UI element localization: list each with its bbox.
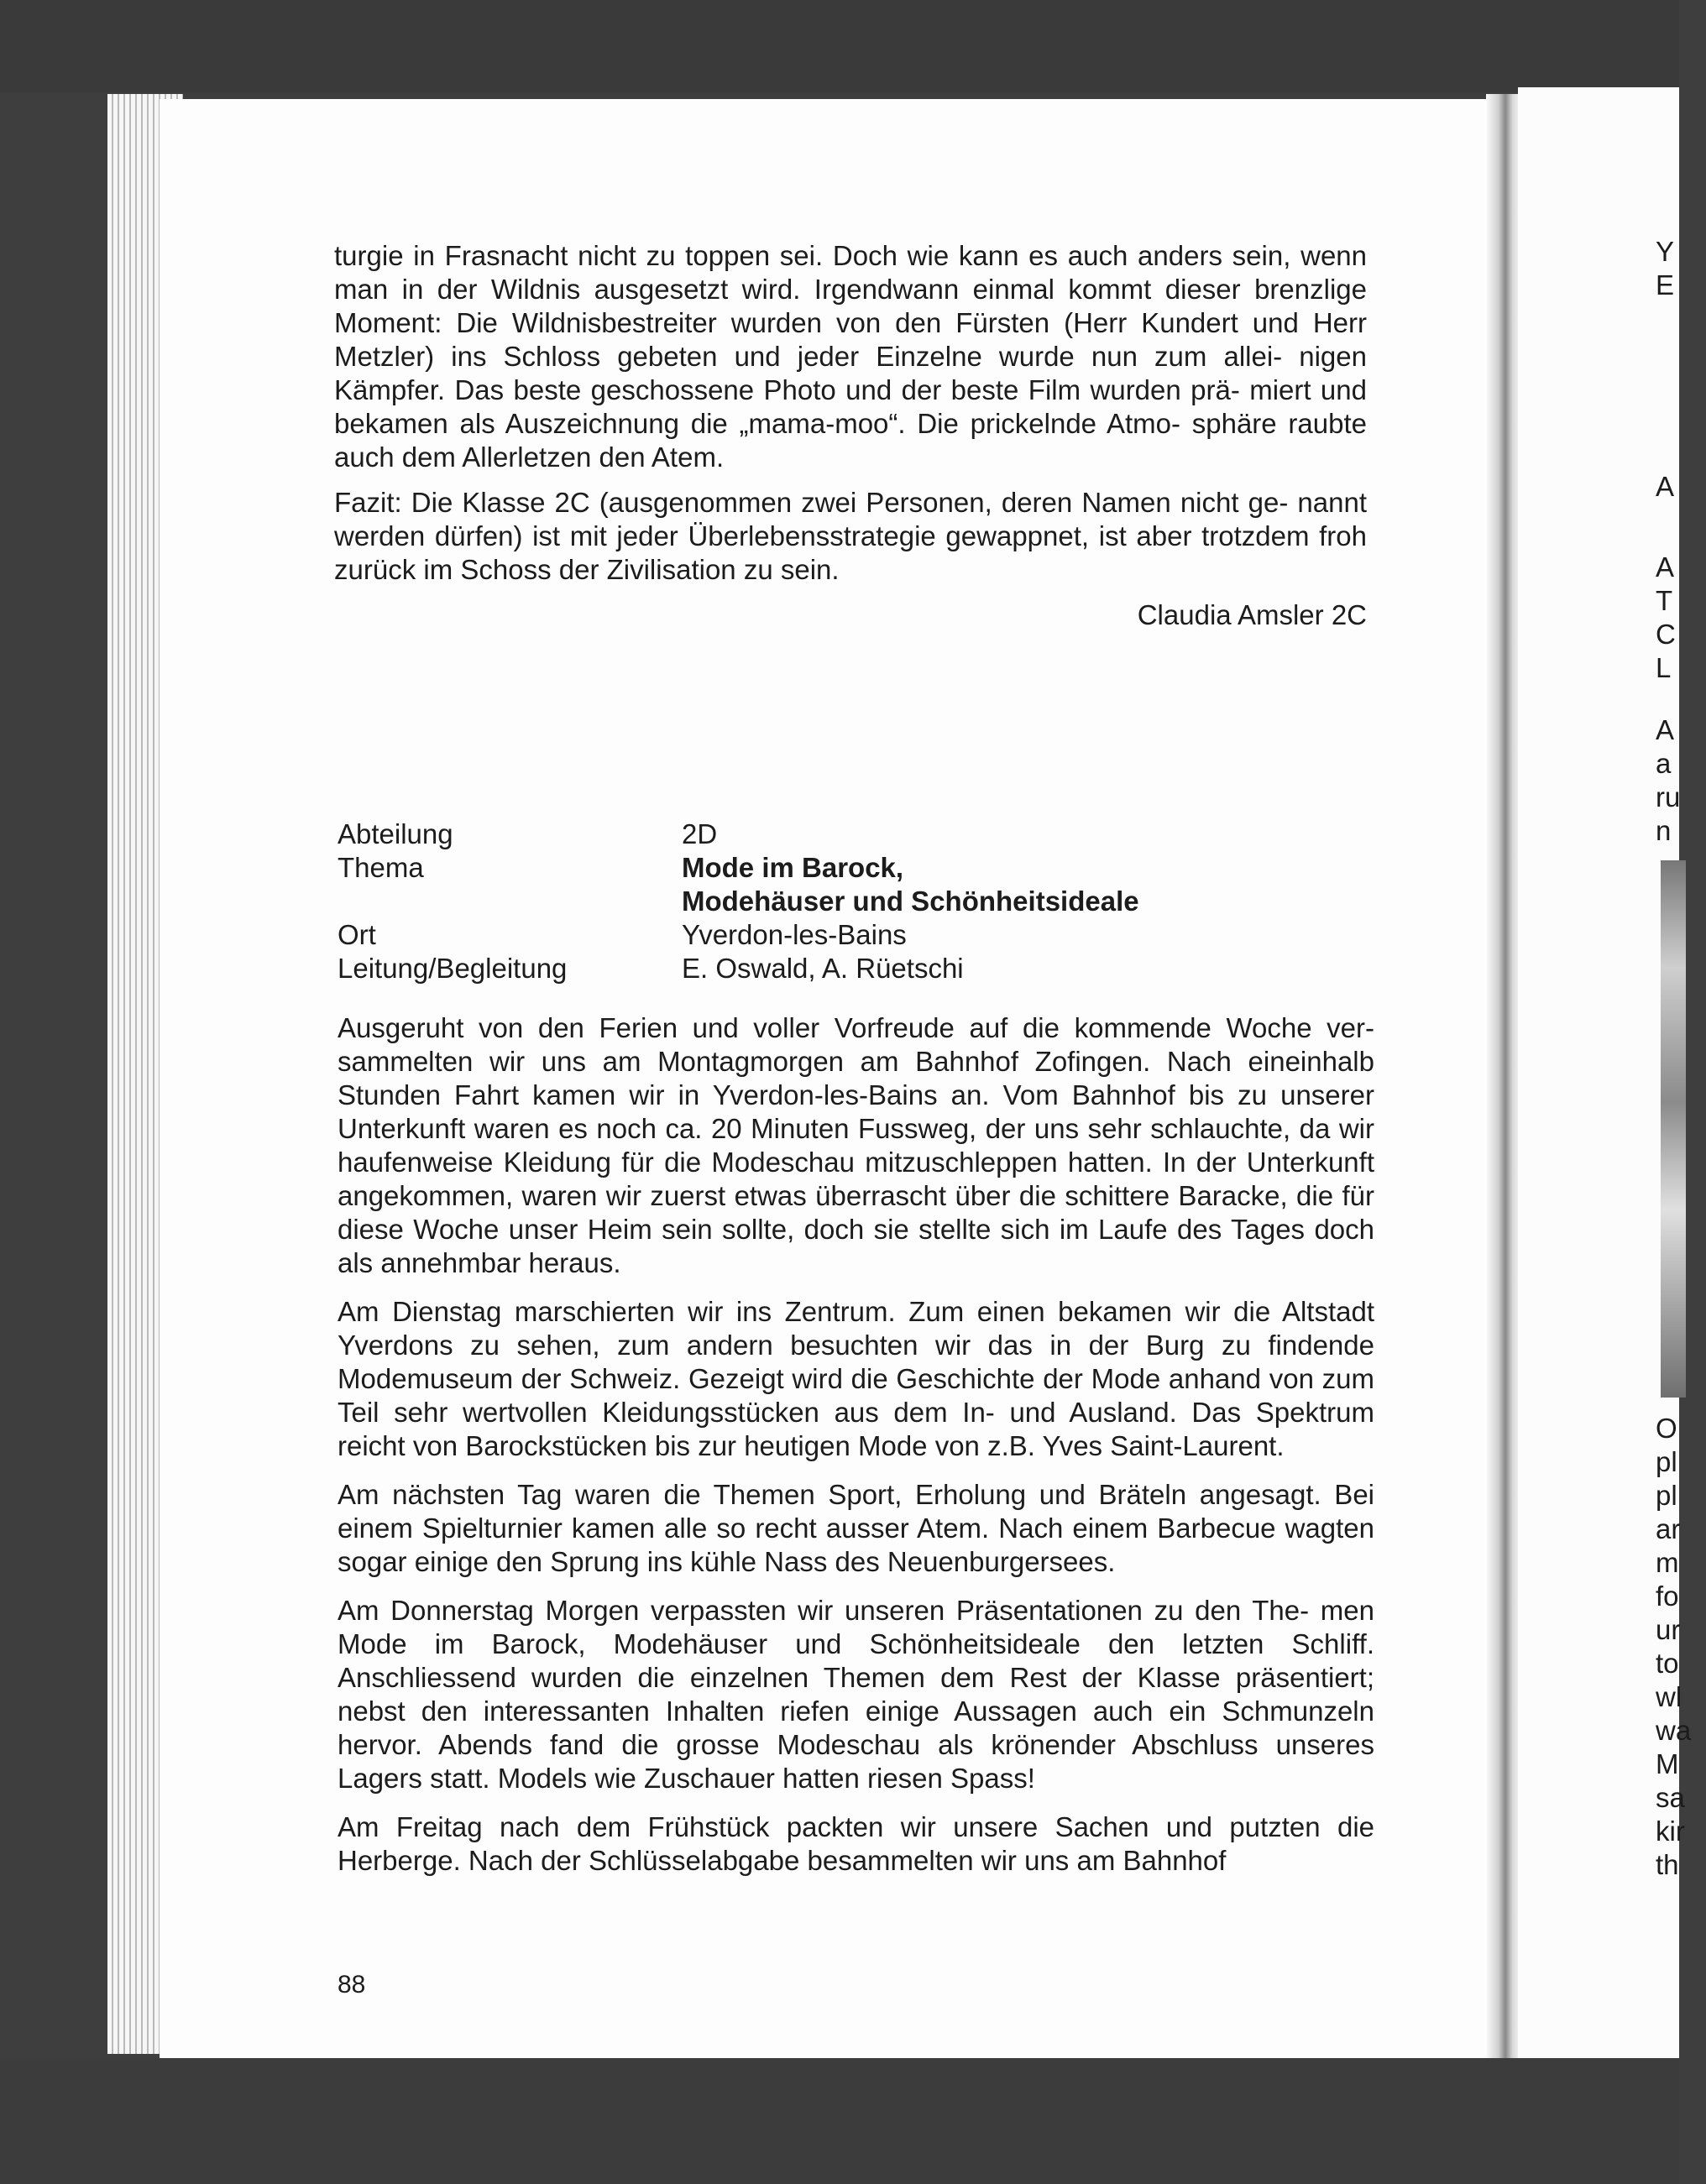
info-label-empty — [338, 885, 682, 918]
info-value: Mode im Barock, — [682, 852, 904, 883]
info-label: Abteilung — [338, 818, 453, 849]
fragment-line: th — [1656, 1849, 1679, 1880]
fragment-line: A — [1656, 471, 1675, 502]
fragment-line: fo — [1656, 1581, 1679, 1612]
info-label: Ort — [338, 919, 376, 950]
book-gutter — [1486, 94, 1521, 2066]
info-block — [338, 818, 1370, 985]
article-main — [338, 1011, 1374, 1893]
page-number: 88 — [338, 1971, 366, 1999]
paragraph: Am nächsten Tag waren die Themen Sport, Erholung und Bräteln angesagt. Bei einem Spielturnier kamen alle so recht ausser Atem. Nach einem Barbecue wagten sogar einige den Sprung ins kühle Nass des Neuenburgersees. — [338, 1479, 1374, 1577]
fragment-line: kir — [1656, 1816, 1685, 1847]
scan-background-bottom — [0, 2058, 1679, 2184]
info-value: 2D — [682, 818, 718, 849]
fragment-line: T — [1656, 585, 1673, 616]
scan-background-top — [0, 0, 1679, 92]
article-top — [334, 239, 1367, 632]
fragment-line: m — [1656, 1547, 1679, 1578]
fragment-line: a — [1656, 748, 1672, 779]
info-value: Modehäuser und Schönheitsideale — [682, 886, 1139, 917]
info-row-ort — [338, 918, 1370, 952]
paragraph: Ausgeruht von den Ferien und voller Vorfreude auf die kommende Woche ver- sammelten wir uns am Montagmorgen am Bahnhof Zofingen. Nach eineinhalb Stunden Fahrt kamen wir in Yverdon-les-Bains an. Vom Bahnhof bis zu unserer Unterkunft waren es noch ca. 20 Minuten Fussweg, der uns sehr schlauchte, da wir haufenweise Kleidung für die Modeschau mitzuschleppen hatten. In der Unterkunft angekommen, waren wir zuerst etwas überrascht über die schittere Baracke, die für diese Woche unser Heim sein sollte, doch sie stellte sich im Laufe des Tages doch als annehmbar heraus. — [338, 1012, 1374, 1278]
fragment-line: M — [1656, 1748, 1679, 1779]
fragment-line: pl — [1656, 1480, 1677, 1511]
info-label: Thema — [338, 852, 424, 883]
fragment-line: n — [1656, 815, 1672, 846]
fragment-line: C — [1656, 619, 1676, 650]
info-value: Yverdon-les-Bains — [682, 919, 907, 950]
info-row-leitung — [338, 952, 1370, 985]
fragment-line: wa — [1656, 1715, 1692, 1746]
right-page-fragment-group — [1656, 1412, 1706, 1882]
right-page-photo — [1661, 860, 1686, 1398]
fragment-line: L — [1656, 652, 1672, 683]
paragraph: Am Freitag nach dem Frühstück packten wir unsere Sachen und putzten die Herberge. Nach der Schlüsselabgabe besammelten wir uns am Bahnhof — [338, 1811, 1374, 1876]
fragment-line: ur — [1656, 1614, 1681, 1645]
fragment-line: wl — [1656, 1681, 1682, 1712]
info-value: E. Oswald, A. Rüetschi — [682, 953, 964, 984]
fragment-line: Y — [1656, 236, 1675, 267]
fragment-line: ar — [1656, 1513, 1681, 1544]
fragment-line: A — [1656, 551, 1675, 583]
paragraph: Am Donnerstag Morgen verpassten wir unseren Präsentationen zu den The- men Mode im Barock, Modehäuser und Schönheitsideale den letzten Schliff. Anschliessend wurden die einzelnen Themen dem Rest der Klasse präsentiert; nebst den interessanten Inhalten riefen einige Aussagen auch ein Schmunzeln hervor. Abends fand die grosse Modeschau als krönender Abschluss unseres Lagers statt. Models wie Zuschauer hatten riesen Spass! — [338, 1595, 1374, 1794]
fragment-line: A — [1656, 714, 1675, 745]
fragment-line: pl — [1656, 1446, 1677, 1477]
paragraph: turgie in Frasnacht nicht zu toppen sei. Doch wie kann es auch anders sein, wenn man in der Wildnis ausgesetzt wird. Irgendwann einmal kommt dieser brenzlige Moment: Die Wildnisbestreiter wurden von den Fürsten (Herr Kundert und Herr Metzler) ins Schloss gebeten und jeder Einzelne wurde nun zum allei- nigen Kämpfer. Das beste geschossene Photo und der beste Film wurden prä- miert und bekamen als Auszeichnung die „mama-moo“. Die prickelnde Atmo- sphäre raubte auch dem Allerletzen den Atem. — [334, 240, 1367, 473]
fragment-line: sa — [1656, 1782, 1685, 1813]
paragraph: Am Dienstag marschierten wir ins Zentrum. Zum einen bekamen wir die Altstadt Yverdons zu sehen, zum andern besuchten wir das in der Burg zu findende Modemuseum der Schweiz. Gezeigt wird die Geschichte der Mode anhand von zum Teil sehr wertvollen Kleidungsstücken aus dem In- und Ausland. Das Spektrum reicht von Barockstücken bis zur heutigen Mode von z.B. Yves Saint-Laurent. — [338, 1296, 1374, 1461]
info-row-thema-cont — [338, 885, 1370, 918]
paragraph: Fazit: Die Klasse 2C (ausgenommen zwei Personen, deren Namen nicht ge- nannt werden dürfen) ist mit jeder Überlebensstrategie gewappnet, ist aber trotzdem froh zurück im Schoss der Zivilisation zu sein. — [334, 487, 1367, 585]
right-page-fragment-group — [1656, 235, 1706, 302]
info-label: Leitung/Begleitung — [338, 953, 568, 984]
info-row-abteilung — [338, 818, 1370, 851]
author-signature: Claudia Amsler 2C — [1137, 599, 1367, 630]
fragment-line: O — [1656, 1413, 1677, 1444]
right-page-fragment-group — [1656, 551, 1706, 685]
right-page-fragment-group — [1656, 713, 1706, 848]
info-row-thema — [338, 851, 1370, 885]
right-page-fragment-group — [1656, 470, 1706, 504]
fragment-line: E — [1656, 269, 1675, 300]
fragment-line: ru — [1656, 781, 1681, 812]
fragment-line: to — [1656, 1648, 1679, 1679]
